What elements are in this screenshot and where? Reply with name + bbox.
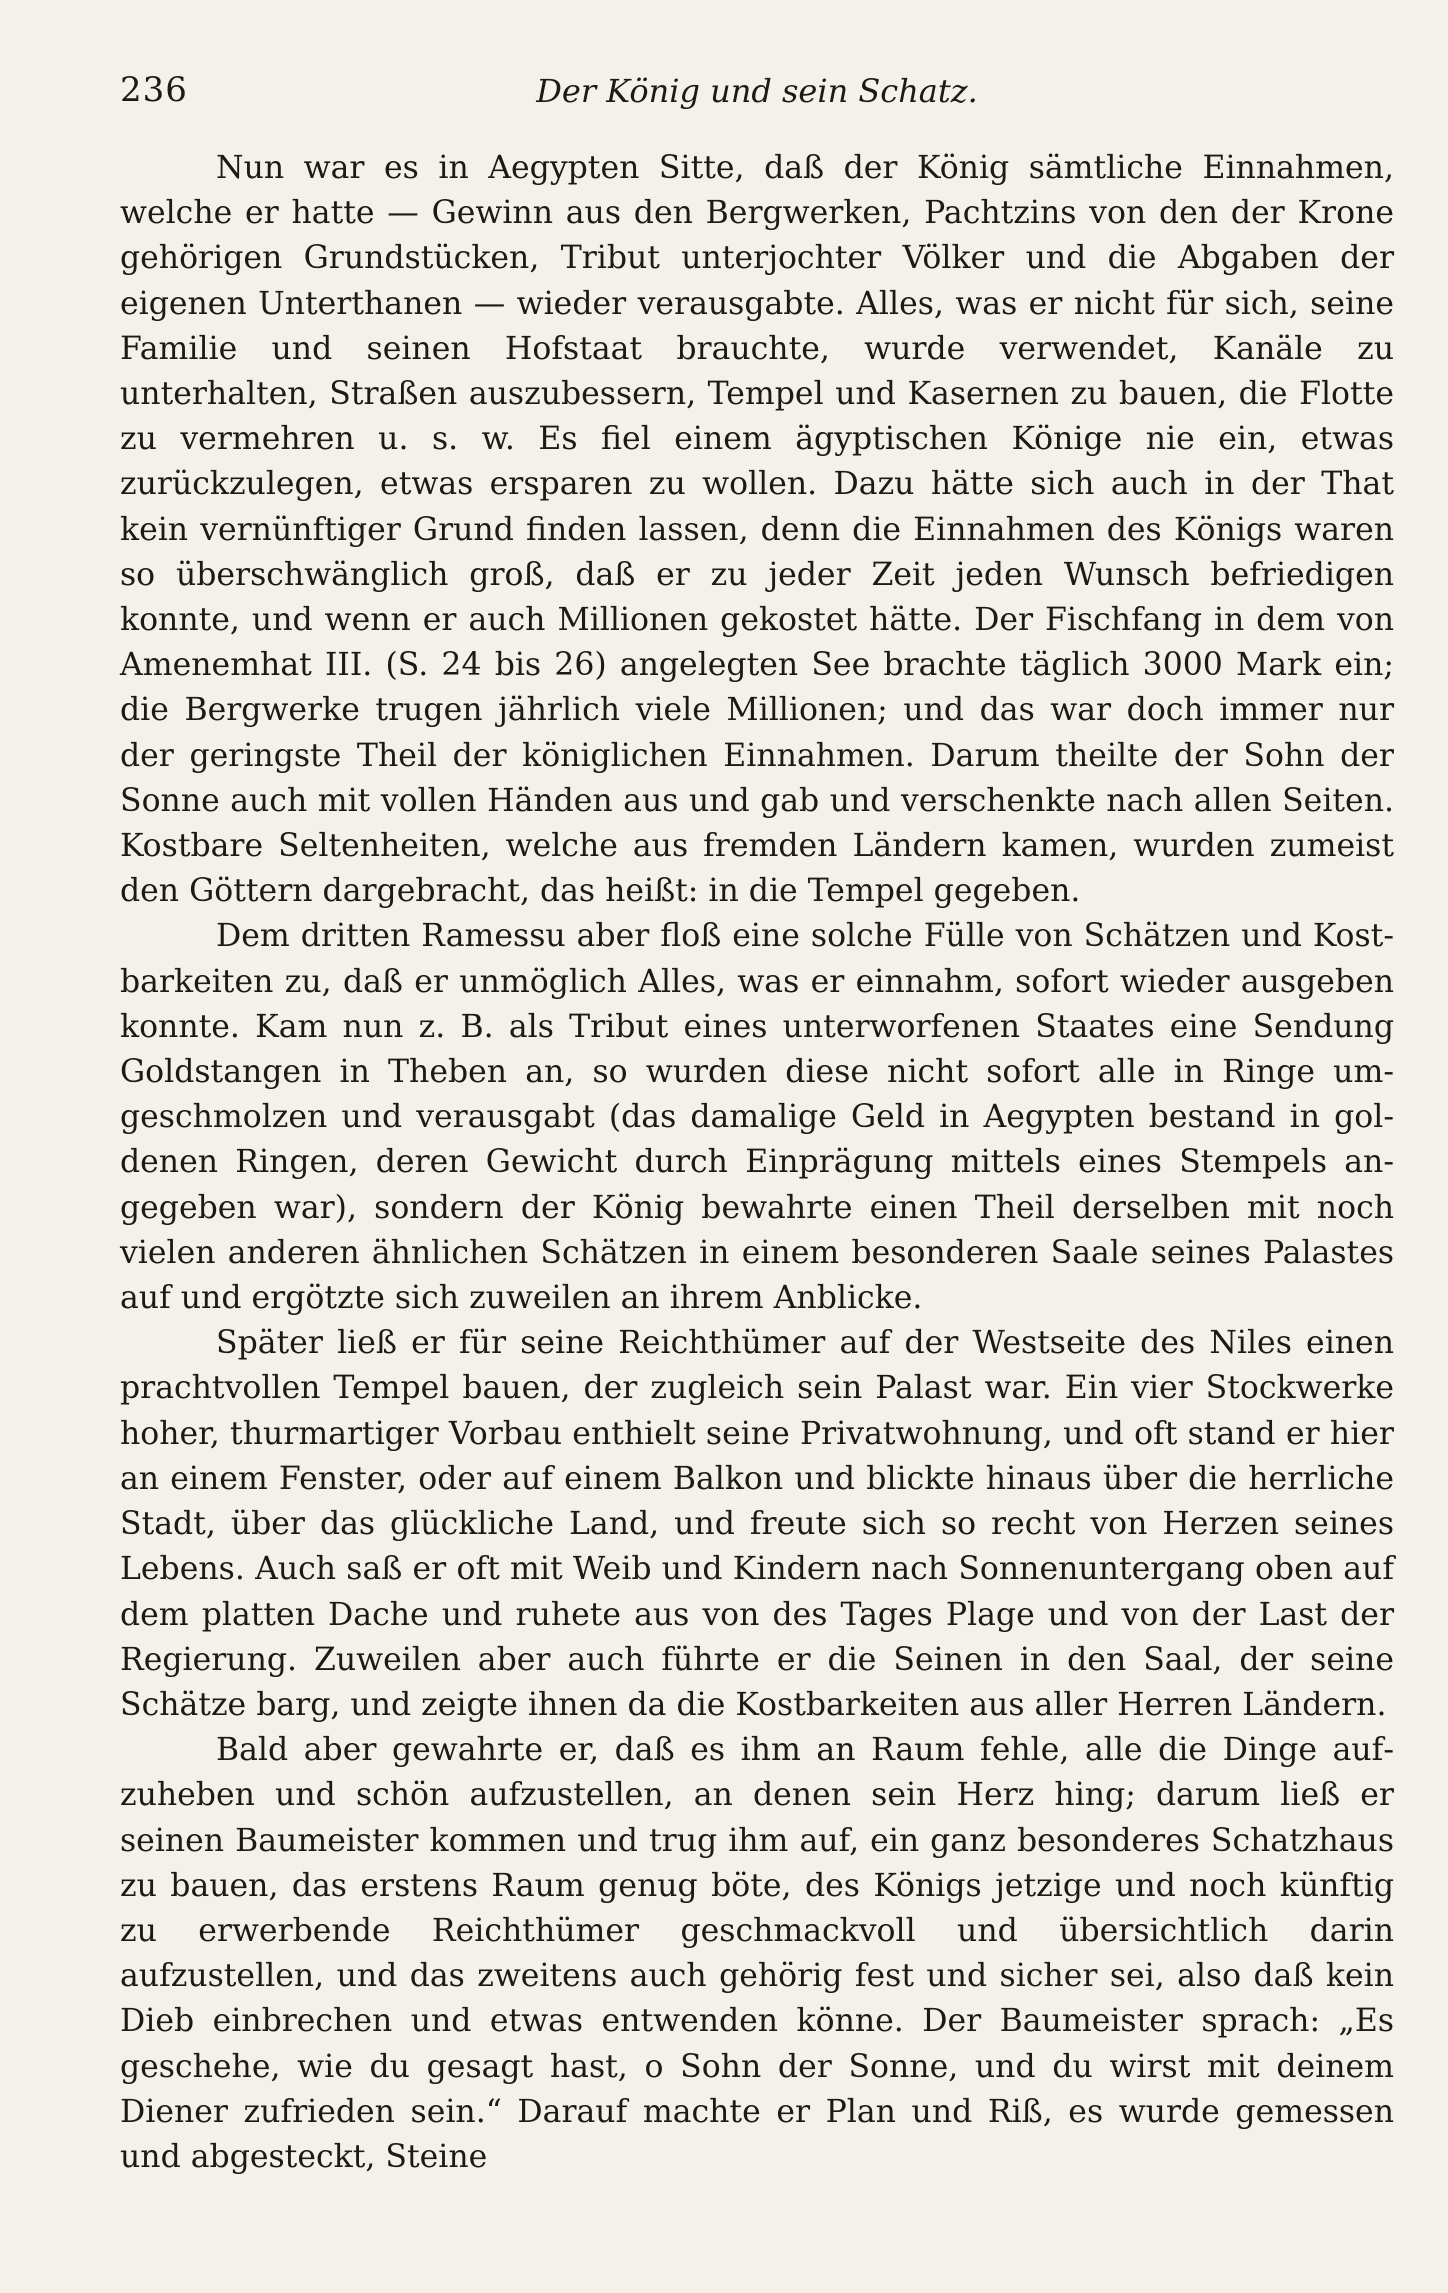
page-number: 236 xyxy=(120,70,188,110)
paragraph-2: Dem dritten Ramessu aber floß eine solche Fülle von Schätzen und Kostbarkeiten zu, daß er unmöglich Alles, was er einnahm, sofort wieder ausgeben konnte. Kam nun z. B. als Tribut eines unterworfenen Staates eine Sendung Goldstangen in Theben an, so wurden diese nicht sofort alle in Ringe umgeschmolzen und verausgabt (das damalige Geld in Aegypten bestand in goldenen Ringen, deren Gewicht durch Einprägung mittels eines Stempels angegeben war), sondern der König bewahrte einen Theil derselben mit noch vielen anderen ähnlichen Schätzen in einem besonderen Saale seines Palastes auf und ergötzte sich zuweilen an ihrem Anblicke. xyxy=(120,918,1394,1317)
body-text xyxy=(120,146,1394,2180)
paragraph-3: Später ließ er für seine Reichthümer auf der Westseite des Niles einen prachtvollen Tempel bauen, der zugleich sein Palast war. Ein vier Stockwerke hoher, thurmartiger Vorbau enthielt seine Privatwohnung, und oft stand er hier an einem Fenster, oder auf einem Balkon und blickte hinaus über die herrliche Stadt, über das glückliche Land, und freute sich so recht von Herzen seines Lebens. Auch saß er oft mit Weib und Kindern nach Sonnenuntergang oben auf dem platten Dache und ruhete aus von des Tages Plage und von der Last der Regierung. Zuweilen aber auch führte er die Seinen in den Saal, der seine Schätze barg, und zeigte ihnen da die Kostbarkeiten aus aller Herren Ländern. xyxy=(120,1325,1394,1723)
page-header xyxy=(120,70,1394,126)
paragraph-1: Nun war es in Aegypten Sitte, daß der König sämtliche Einnahmen, welche er hatte — Gewinn aus den Bergwerken, Pachtzins von den der Krone gehörigen Grundstücken, Tribut unterjochter Völker und die Abgaben der eigenen Unterthanen — wieder verausgabte. Alles, was er nicht für sich, seine Familie und seinen Hofstaat brauchte, wurde verwendet, Kanäle zu unterhalten, Straßen auszubessern, Tempel und Kasernen zu bauen, die Flotte zu vermehren u. s. w. Es fiel einem ägyptischen Könige nie ein, etwas zurückzulegen, etwas ersparen zu wollen. Dazu hätte sich auch in der That kein vernünftiger Grund finden lassen, denn die Einnahmen des Königs waren so überschwänglich groß, daß er zu jeder Zeit jeden Wunsch befriedigen konnte, und wenn er auch Millionen gekostet hätte. Der Fischfang in dem von Amenemhat III. (S. 24 bis 26) angelegten See brachte täglich 3000 Mark ein; die Bergwerke trugen jährlich viele Millionen; und das war doch immer nur der geringste Theil der königlichen Einnahmen. Darum theilte der Sohn der Sonne auch mit vollen Händen aus und gab und verschenkte nach allen Seiten. Kostbare Seltenheiten, welche aus fremden Ländern kamen, wurden zumeist den Göttern dargebracht, das heißt: in die Tempel gegeben. xyxy=(120,150,1394,910)
paragraph-4: Bald aber gewahrte er, daß es ihm an Raum fehle, alle die Dinge aufzuheben und schön aufzustellen, an denen sein Herz hing; darum ließ er seinen Baumeister kommen und trug ihm auf, ein ganz besonderes Schatzhaus zu bauen, das erstens Raum genug böte, des Königs jetzige und noch künftig zu erwerbende Reichthümer geschmackvoll und übersichtlich darin aufzustellen, und das zweitens auch gehörig fest und sicher sei, also daß kein Dieb einbrechen und etwas entwenden könne. Der Baumeister sprach: „Es geschehe, wie du gesagt hast, o Sohn der Sonne, und du wirst mit deinem Diener zufrieden sein.“ Darauf machte er Plan und Riß, es wurde gemessen und abgesteckt, Steine xyxy=(120,1732,1394,2175)
running-title: Der König und sein Schatz. xyxy=(536,72,978,110)
book-page xyxy=(120,70,1394,2250)
